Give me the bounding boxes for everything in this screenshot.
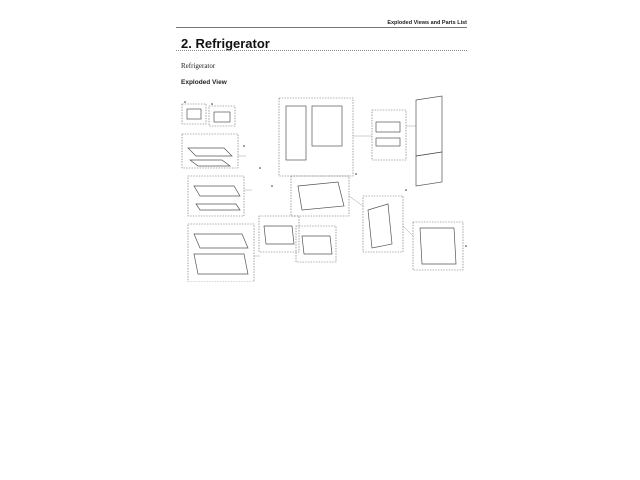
top-part [376, 122, 400, 132]
group-box-top-left-1 [182, 104, 206, 124]
page-title: 2. Refrigerator [181, 36, 270, 51]
exploded-view-diagram [176, 86, 472, 282]
group-box-tray-2 [296, 226, 336, 262]
drawer-cover [194, 186, 240, 196]
subtitle: Refrigerator [181, 62, 216, 70]
tray-1 [264, 226, 294, 244]
crisper-cover [194, 234, 248, 248]
group-box-top-left-2 [209, 106, 235, 126]
crisper-drawer [194, 254, 248, 274]
header-rule [176, 27, 467, 28]
freezer-door [368, 204, 392, 248]
top-part-2 [376, 138, 400, 146]
tray-2 [302, 236, 332, 254]
group-box-right-top [372, 110, 406, 160]
section-title: Exploded View [181, 79, 227, 86]
part-a [187, 109, 201, 119]
fridge-lower [416, 152, 442, 186]
running-header: Exploded Views and Parts List [387, 20, 467, 26]
group-box-freezer-door [363, 196, 403, 252]
shelf-2 [190, 160, 230, 166]
group-box-shelves [182, 134, 238, 168]
right-part [420, 228, 456, 264]
title-rule [176, 50, 467, 51]
door-bin-1 [286, 106, 306, 160]
group-box-right-bottom [413, 222, 463, 270]
drawer-cover-2 [196, 204, 240, 210]
fridge-cabinet [416, 96, 442, 156]
shelf-1 [188, 148, 232, 156]
guard-part [298, 182, 344, 210]
door-bin-2 [312, 106, 342, 146]
part-b [214, 112, 230, 122]
